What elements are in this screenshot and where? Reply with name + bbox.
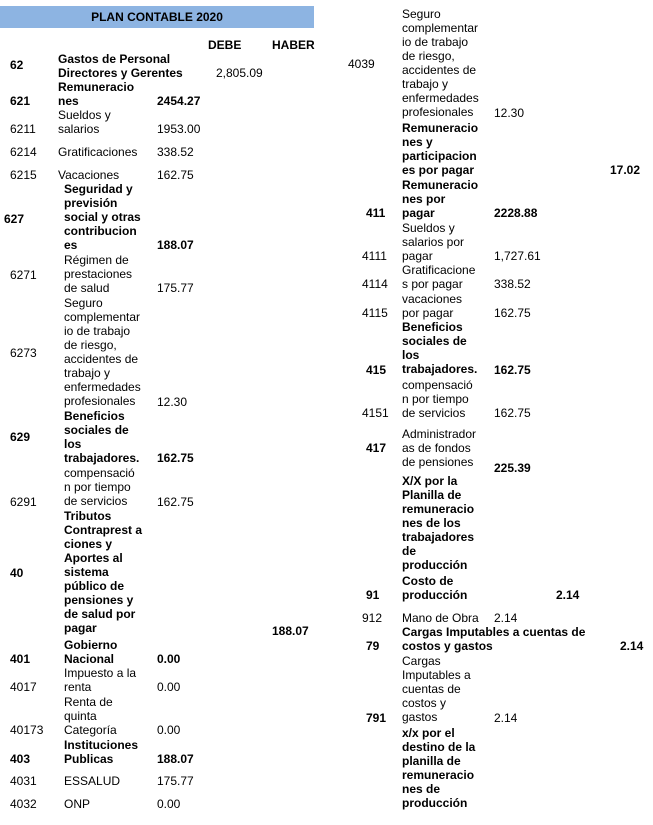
account-desc: Gobierno Nacional (64, 638, 118, 666)
account-amount: 175.77 (157, 774, 194, 788)
account-desc: compensació n por tiempo de servicios (402, 378, 473, 420)
account-amount: 188.07 (157, 752, 194, 766)
account-code: 40 (10, 566, 24, 580)
account-amount: 12.30 (494, 106, 525, 120)
haber-amount: 188.07 (272, 624, 309, 638)
account-code: 4115 (362, 306, 388, 320)
account-code: 62 (10, 58, 24, 72)
account-amount: 1953.00 (157, 122, 201, 136)
account-desc: Costo de producción (402, 574, 468, 602)
account-code: 627 (4, 212, 25, 226)
account-code: 6214 (10, 145, 37, 159)
account-amount: 162.75 (157, 168, 194, 182)
account-desc: Beneficios sociales de los trabajadores. (402, 320, 478, 376)
account-amount: 162.75 (157, 451, 194, 465)
account-desc: Vacaciones (58, 168, 120, 182)
account-amount: 2.14 (494, 611, 518, 625)
account-code: 4017 (10, 680, 37, 694)
account-amount: 2454.27 (157, 94, 201, 108)
account-desc: ESSALUD (64, 774, 121, 788)
haber-amount: 2.14 (620, 639, 644, 653)
account-code: 91 (366, 588, 380, 602)
account-desc: Administrador as de fondos de pensiones (402, 427, 477, 469)
account-code: 4032 (10, 797, 37, 811)
account-desc: Tributos Contraprest a ciones y Aportes al sistema público de pensiones y de salud por pagar (64, 509, 143, 635)
account-code: 4039 (348, 57, 375, 71)
account-desc: vacaciones por pagar (402, 292, 463, 320)
account-desc: Seguro complementar io de trabajo de riesgo, accidentes de trabajo y enfermedades profesionales (64, 296, 141, 408)
debe-amount: 2.14 (556, 588, 580, 602)
account-desc: Seguridad y previsión social y otras contribucion es (64, 182, 141, 252)
haber-amount: 17.02 (610, 163, 641, 177)
account-amount: 225.39 (494, 461, 531, 475)
account-amount: 12.30 (157, 395, 188, 409)
account-code: 415 (366, 363, 387, 377)
account-amount: 2228.88 (494, 206, 538, 220)
account-code: 403 (10, 752, 31, 766)
account-desc: compensació n por tiempo de servicios (64, 466, 135, 508)
account-desc: Gratificacione s por pagar (402, 263, 476, 291)
account-desc: ONP (64, 797, 91, 811)
account-desc: Gratificaciones (58, 145, 138, 159)
account-code: 4111 (362, 249, 387, 263)
debe-amount: 2,805.09 (216, 66, 263, 80)
account-amount: 338.52 (157, 145, 194, 159)
account-code: 6291 (10, 495, 37, 509)
account-desc: X/X por la Planilla de remuneracio nes de los trabajadores de producción (402, 474, 475, 572)
haber-header: HABER (272, 38, 315, 52)
account-desc: Gastos de Personal Directores y Gerentes (58, 52, 183, 80)
account-desc: Remuneracio nes y participacion es por pagar (402, 121, 479, 177)
account-amount: 2.14 (494, 711, 518, 725)
account-desc: Sueldos y salarios (58, 108, 111, 136)
account-desc: Renta de quinta Categoría (64, 695, 117, 737)
account-amount: 162.75 (494, 363, 531, 377)
account-code: 4031 (10, 774, 37, 788)
account-code: 629 (10, 430, 31, 444)
page-title: PLAN CONTABLE 2020 (0, 6, 314, 28)
account-code: 621 (10, 94, 31, 108)
account-code: 6273 (10, 346, 37, 360)
account-desc: Instituciones Publicas (64, 738, 139, 766)
account-code: 791 (366, 711, 387, 725)
account-amount: 162.75 (494, 306, 531, 320)
account-code: 912 (362, 611, 383, 625)
account-desc: Cargas Imputables a cuentas de costos y gastos (402, 654, 471, 724)
account-code: 79 (366, 639, 380, 653)
account-code: 417 (366, 441, 387, 455)
account-code: 6271 (10, 268, 37, 282)
account-amount: 0.00 (157, 723, 181, 737)
account-desc: Sueldos y salarios por pagar (402, 221, 465, 263)
account-desc: Remuneracio nes (58, 80, 135, 108)
account-code: 40173 (10, 723, 44, 737)
account-amount: 0.00 (157, 797, 181, 811)
account-amount: 0.00 (157, 652, 181, 666)
account-code: 4151 (362, 406, 389, 420)
account-amount: 162.75 (494, 406, 531, 420)
account-desc: Régimen de prestaciones de salud (64, 253, 133, 295)
account-code: 4114 (362, 277, 388, 291)
account-amount: 0.00 (157, 680, 181, 694)
account-code: 411 (366, 206, 386, 220)
account-desc: x/x por el destino de la planilla de remuneracio nes de producción (402, 726, 476, 810)
account-desc: Mano de Obra (402, 611, 479, 625)
account-code: 6215 (10, 168, 37, 182)
account-desc: Impuesto a la renta (64, 666, 137, 694)
account-amount: 338.52 (494, 277, 531, 291)
account-amount: 1,727.61 (494, 249, 541, 263)
account-code: 6211 (10, 122, 36, 136)
debe-header: DEBE (208, 38, 242, 52)
account-amount: 162.75 (157, 495, 194, 509)
account-desc: Cargas Imputables a cuentas de costos y gastos (402, 625, 586, 653)
account-desc: Beneficios sociales de los trabajadores. (64, 409, 140, 465)
account-amount: 188.07 (157, 238, 194, 252)
account-desc: Remuneracio nes por pagar (402, 178, 479, 220)
account-desc: Seguro complementar io de trabajo de riesgo, accidentes de trabajo y enfermedades profesionales (402, 7, 479, 119)
account-code: 401 (10, 652, 31, 666)
account-amount: 175.77 (157, 281, 194, 295)
